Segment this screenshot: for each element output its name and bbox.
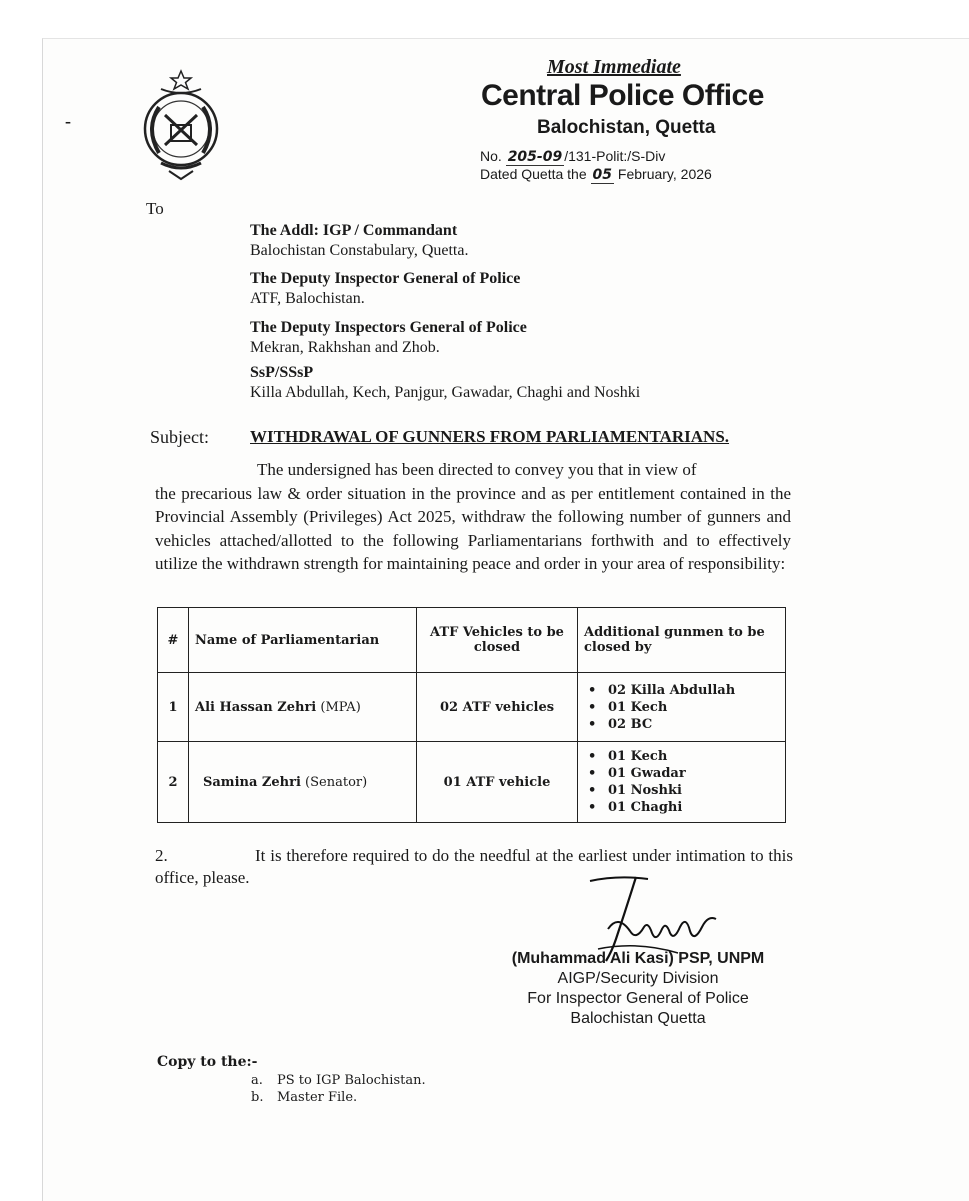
col-header-name: Name of Parliamentarian — [189, 608, 417, 673]
row-name: Ali Hassan Zehri (MPA) — [189, 673, 417, 742]
table-header-row — [158, 608, 786, 673]
recipient-3: The Deputy Inspectors General of Police Mekran, Rakhshan and Zhob. — [250, 319, 527, 356]
copy-item: b. Master File. — [251, 1090, 358, 1105]
row-num: 1 — [158, 673, 189, 742]
office-title: Central Police Office — [481, 79, 764, 112]
recipient-2: The Deputy Inspector General of Police ATF, Balochistan. — [250, 270, 521, 307]
copy-list — [251, 1072, 426, 1106]
row-gunmen — [578, 673, 786, 742]
col-header-num: # — [158, 608, 189, 673]
row-num: 2 — [158, 742, 189, 823]
table-row — [158, 673, 786, 742]
document-page — [42, 38, 969, 1201]
gunmen-item: • 01 Noshki — [584, 782, 779, 799]
copy-label: Copy to the:- — [157, 1054, 258, 1070]
handwritten-ref: 205-09 — [507, 149, 563, 165]
col-header-gunmen: Additional gunmen to be closed by — [578, 608, 786, 673]
dated-line: Dated Quetta the 05 February, 2026 — [480, 166, 712, 183]
police-emblem-icon — [121, 67, 241, 187]
signatory-for-line: For Inspector General of Police — [527, 990, 749, 1007]
gunners-table — [157, 607, 786, 823]
office-location: Balochistan, Quetta — [537, 117, 716, 138]
subject-text: WITHDRAWAL OF GUNNERS FROM PARLIAMENTARIANS. — [250, 427, 730, 446]
priority-heading: Most Immediate — [547, 56, 681, 78]
col-header-vehicles: ATF Vehicles to be closed — [417, 608, 578, 673]
margin-mark: - — [65, 111, 71, 131]
to-label: To — [146, 199, 164, 218]
gunmen-item: • 01 Chaghi — [584, 799, 779, 816]
gunmen-item: • 01 Kech — [584, 748, 779, 765]
gunmen-item: • 01 Kech — [584, 699, 779, 716]
row-vehicles: 01 ATF vehicle — [417, 742, 578, 823]
gunmen-item: • 02 Killa Abdullah — [584, 682, 779, 699]
row-gunmen — [578, 742, 786, 823]
body-paragraph-2: 2. It is therefore required to do the needful at the earliest under intimation to this office, please. — [155, 846, 793, 887]
signatory-name: (Muhammad Ali Kasi) PSP, UNPM — [511, 950, 765, 967]
recipient-1: The Addl: IGP / Commandant Balochistan Constabulary, Quetta. — [250, 222, 469, 259]
subject-label: Subject: — [150, 427, 209, 447]
recipient-4: SsP/SSsP Killa Abdullah, Kech, Panjgur, Gawadar, Chaghi and Noshki — [250, 364, 641, 401]
gunmen-item: • 02 BC — [584, 716, 779, 733]
reference-number: No. 205-09 /131-Polit:/S-Div — [480, 148, 666, 165]
signature-block — [473, 949, 803, 1029]
signatory-designation: AIGP/Security Division — [557, 970, 719, 987]
body-paragraph-1: The undersigned has been directed to convey you that in view of the precarious law & order situation in the province and as per entitlement contained in the Provincial Assembly (Privileges) Act 2025, withdraw the following number of gunners and vehicles attached/allotted to the following Parliamentarians forthwith and to effectively utilize the withdrawn strength for maintaining peace and order in your area of responsibility: — [155, 460, 791, 573]
row-vehicles: 02 ATF vehicles — [417, 673, 578, 742]
table-row — [158, 742, 786, 823]
copy-item: a. PS to IGP Balochistan. — [251, 1073, 426, 1088]
signatory-place: Balochistan Quetta — [570, 1010, 706, 1027]
handwritten-date: 05 — [592, 167, 613, 183]
gunmen-item: • 01 Gwadar — [584, 765, 779, 782]
row-name: Samina Zehri (Senator) — [189, 742, 417, 823]
